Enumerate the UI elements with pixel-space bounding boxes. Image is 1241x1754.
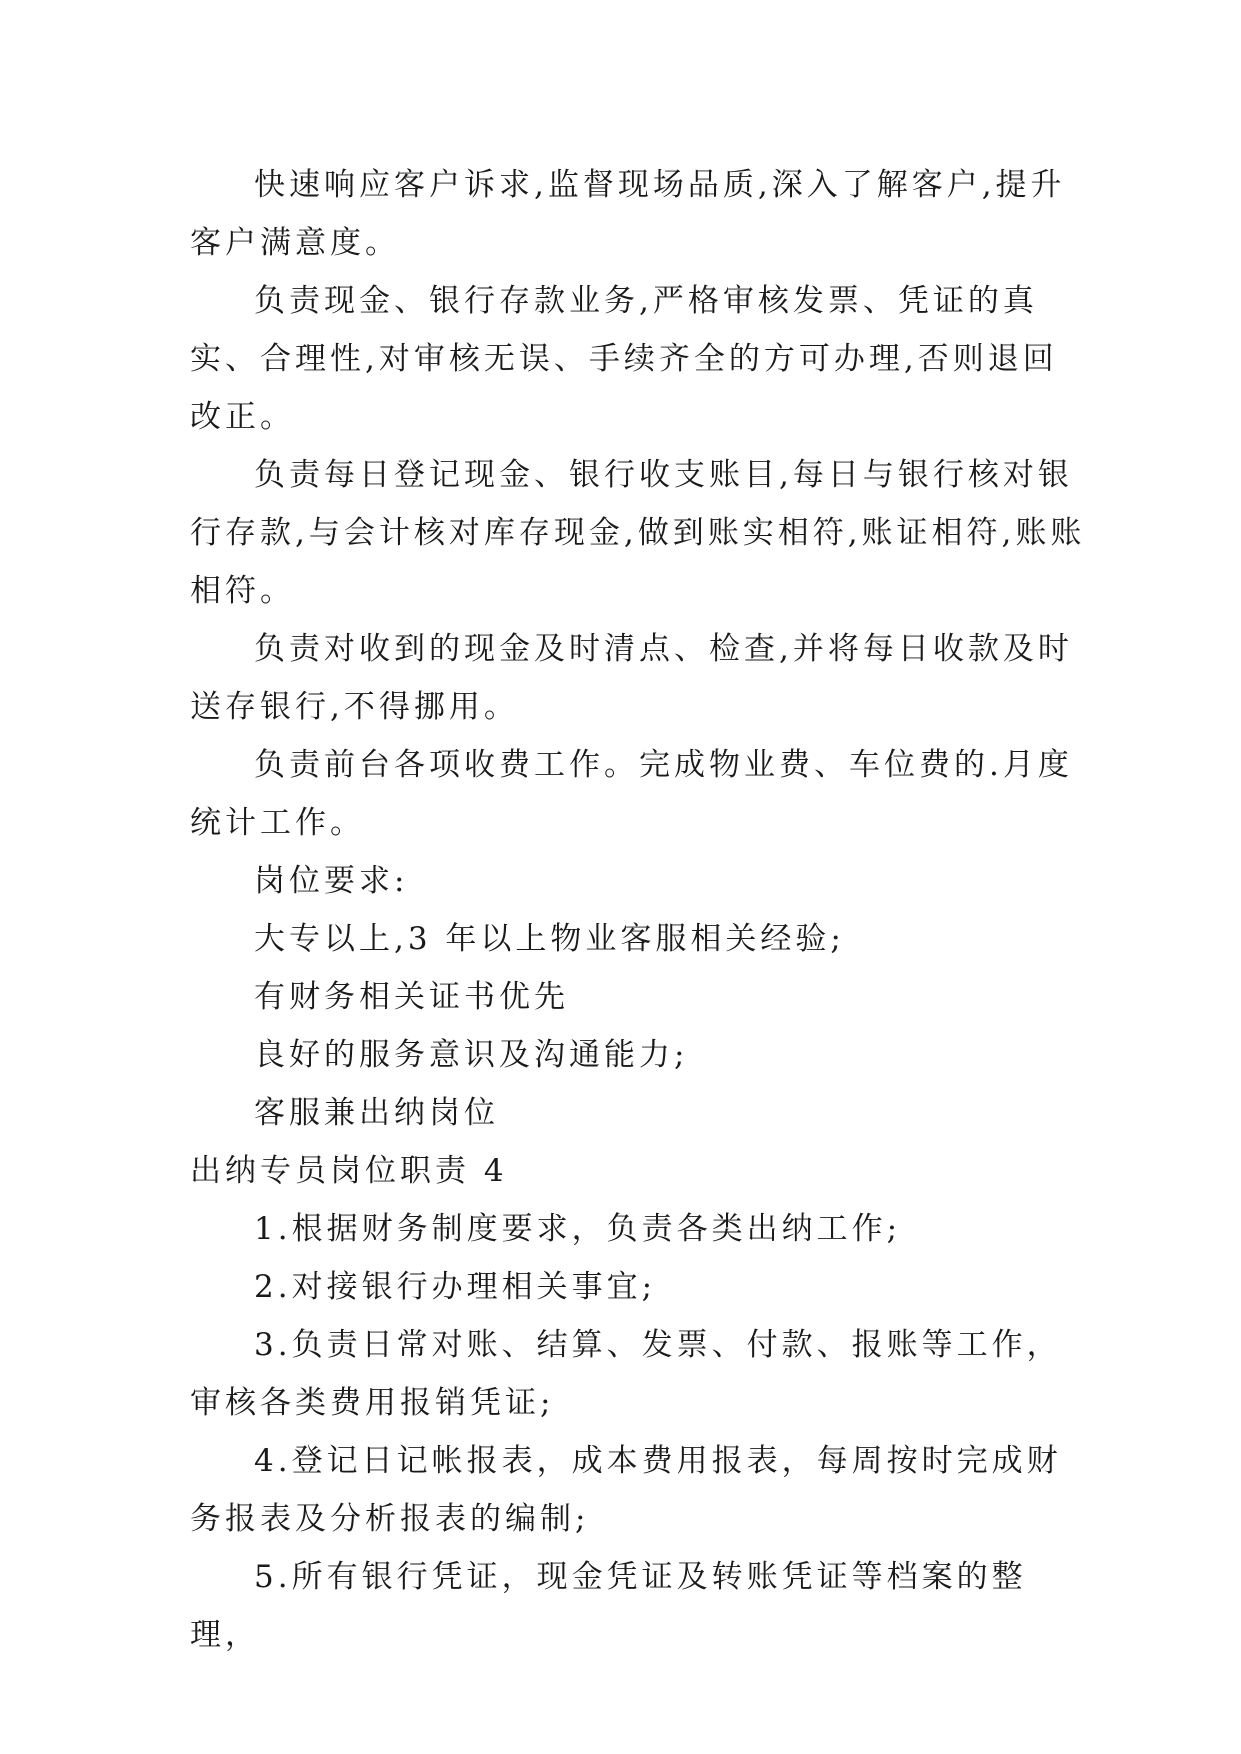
document-page (190, 156, 1090, 1664)
paragraph-requirement-service: 良好的服务意识及沟通能力; (254, 1037, 689, 1073)
numbered-item: 5.所有银行凭证，现金凭证及转账凭证等档案的整理， (190, 1559, 1027, 1653)
paragraph-front-desk-fees: 负责前台各项收费工作。完成物业费、车位费的.月度统计工作。 (190, 747, 1073, 841)
paragraph-cash-counting: 负责对收到的现金及时清点、检查,并将每日收款及时送存银行,不得挪用。 (190, 631, 1073, 725)
section-heading: 出纳专员岗位职责 4 (190, 1153, 508, 1189)
numbered-item: 4.登记日记帐报表，成本费用报表，每周按时完成财务报表及分析报表的编制; (190, 1443, 1062, 1537)
paragraph-cash-bank-business: 负责现金、银行存款业务,严格审核发票、凭证的真实、合理性,对审核无误、手续齐全的方可办理,否则退回改正。 (190, 283, 1058, 435)
paragraph-requirement-certificate: 有财务相关证书优先 (254, 979, 569, 1015)
numbered-item: 2.对接银行办理相关事宜; (254, 1269, 657, 1305)
paragraph-customer-response: 快速响应客户诉求,监督现场品质,深入了解客户,提升客户满意度。 (190, 167, 1066, 261)
paragraph-position-name: 客服兼出纳岗位 (254, 1095, 499, 1131)
paragraph-requirements-title: 岗位要求: (254, 863, 409, 899)
paragraph-daily-accounts: 负责每日登记现金、银行收支账目,每日与银行核对银行存款,与会计核对库存现金,做到账实相符,账证相符,账账相符。 (190, 457, 1086, 609)
numbered-item: 3.负责日常对账、结算、发票、付款、报账等工作，审核各类费用报销凭证; (190, 1327, 1062, 1421)
paragraph-requirement-education: 大专以上,3 年以上物业客服相关经验; (254, 921, 845, 957)
numbered-item: 1.根据财务制度要求，负责各类出纳工作; (254, 1211, 902, 1247)
